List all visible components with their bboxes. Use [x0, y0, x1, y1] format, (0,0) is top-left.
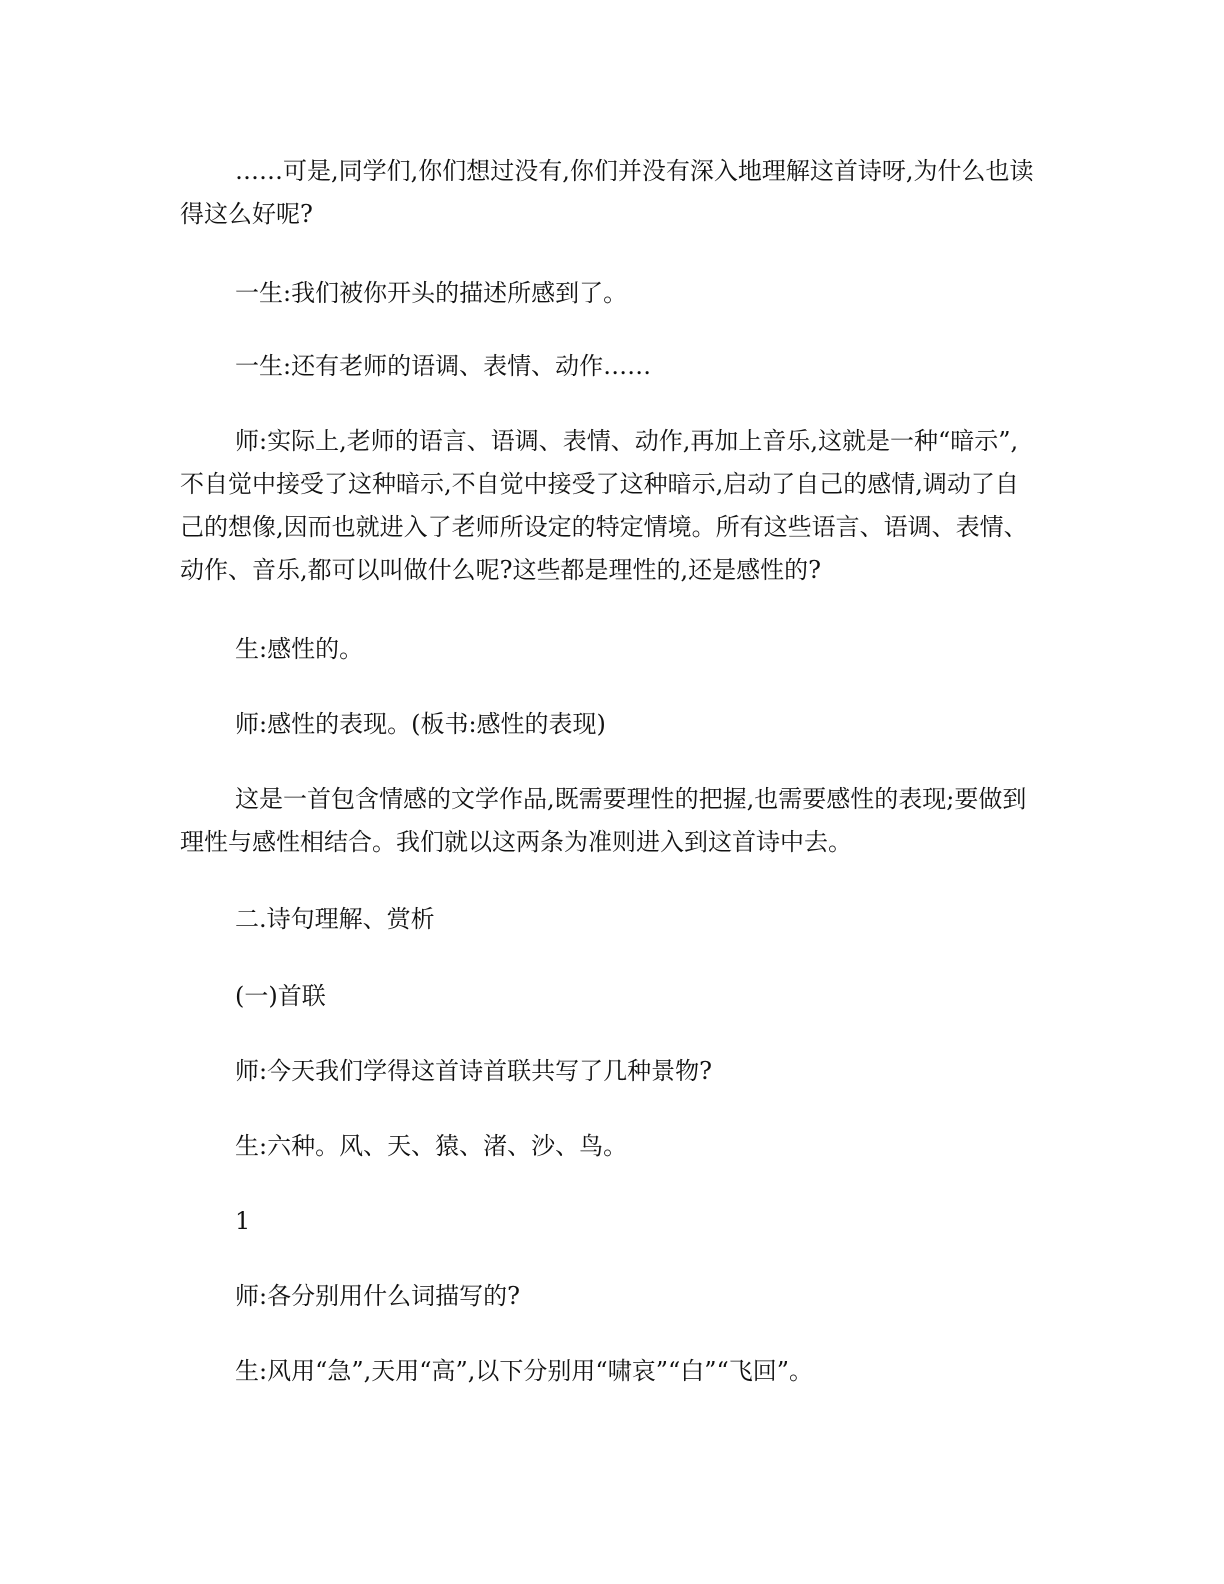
paragraph-teacher-explanation: 师:实际上,老师的语言、语调、表情、动作,再加上音乐,这就是一种“暗示”,不自觉中接受了这种暗示,不自觉中接受了这种暗示,启动了自己的感情,调动了自己的想像,因而也就进入了老师所设定的特定情境。所有这些语言、语调、表情、动作、音乐,都可以叫做什么呢?这些都是理性的,还是感性的?	[180, 427, 1028, 584]
paragraph-teacher-question-2: 师:今天我们学得这首诗首联共写了几种景物?	[235, 1057, 712, 1085]
paragraph-student-reply-2: 一生:还有老师的语调、表情、动作……	[235, 352, 652, 380]
paragraph-student-reply-1: 一生:我们被你开头的描述所感到了。	[235, 279, 628, 307]
page-number: 1	[235, 1207, 251, 1235]
paragraph-teacher-question-3: 师:各分别用什么词描写的?	[235, 1282, 520, 1310]
paragraph-student-answer-2: 生:六种。风、天、猿、渚、沙、鸟。	[235, 1132, 628, 1160]
paragraph-teacher-board-note: 师:感性的表现。(板书:感性的表现)	[235, 710, 606, 738]
paragraph-student-answer: 生:感性的。	[235, 635, 364, 663]
paragraph-teacher-question: ……可是,同学们,你们想过没有,你们并没有深入地理解这首诗呀,为什么也读得这么好呢?	[180, 157, 1034, 228]
section-heading: 二.诗句理解、赏析	[235, 905, 435, 933]
paragraph-summary: 这是一首包含情感的文学作品,既需要理性的把握,也需要感性的表现;要做到理性与感性相结合。我们就以这两条为准则进入到这首诗中去。	[180, 785, 1027, 856]
subsection-heading: (一)首联	[235, 982, 326, 1010]
paragraph-student-answer-3: 生:风用“急”,天用“高”,以下分别用“啸哀”“白”“飞回”。	[235, 1357, 814, 1385]
